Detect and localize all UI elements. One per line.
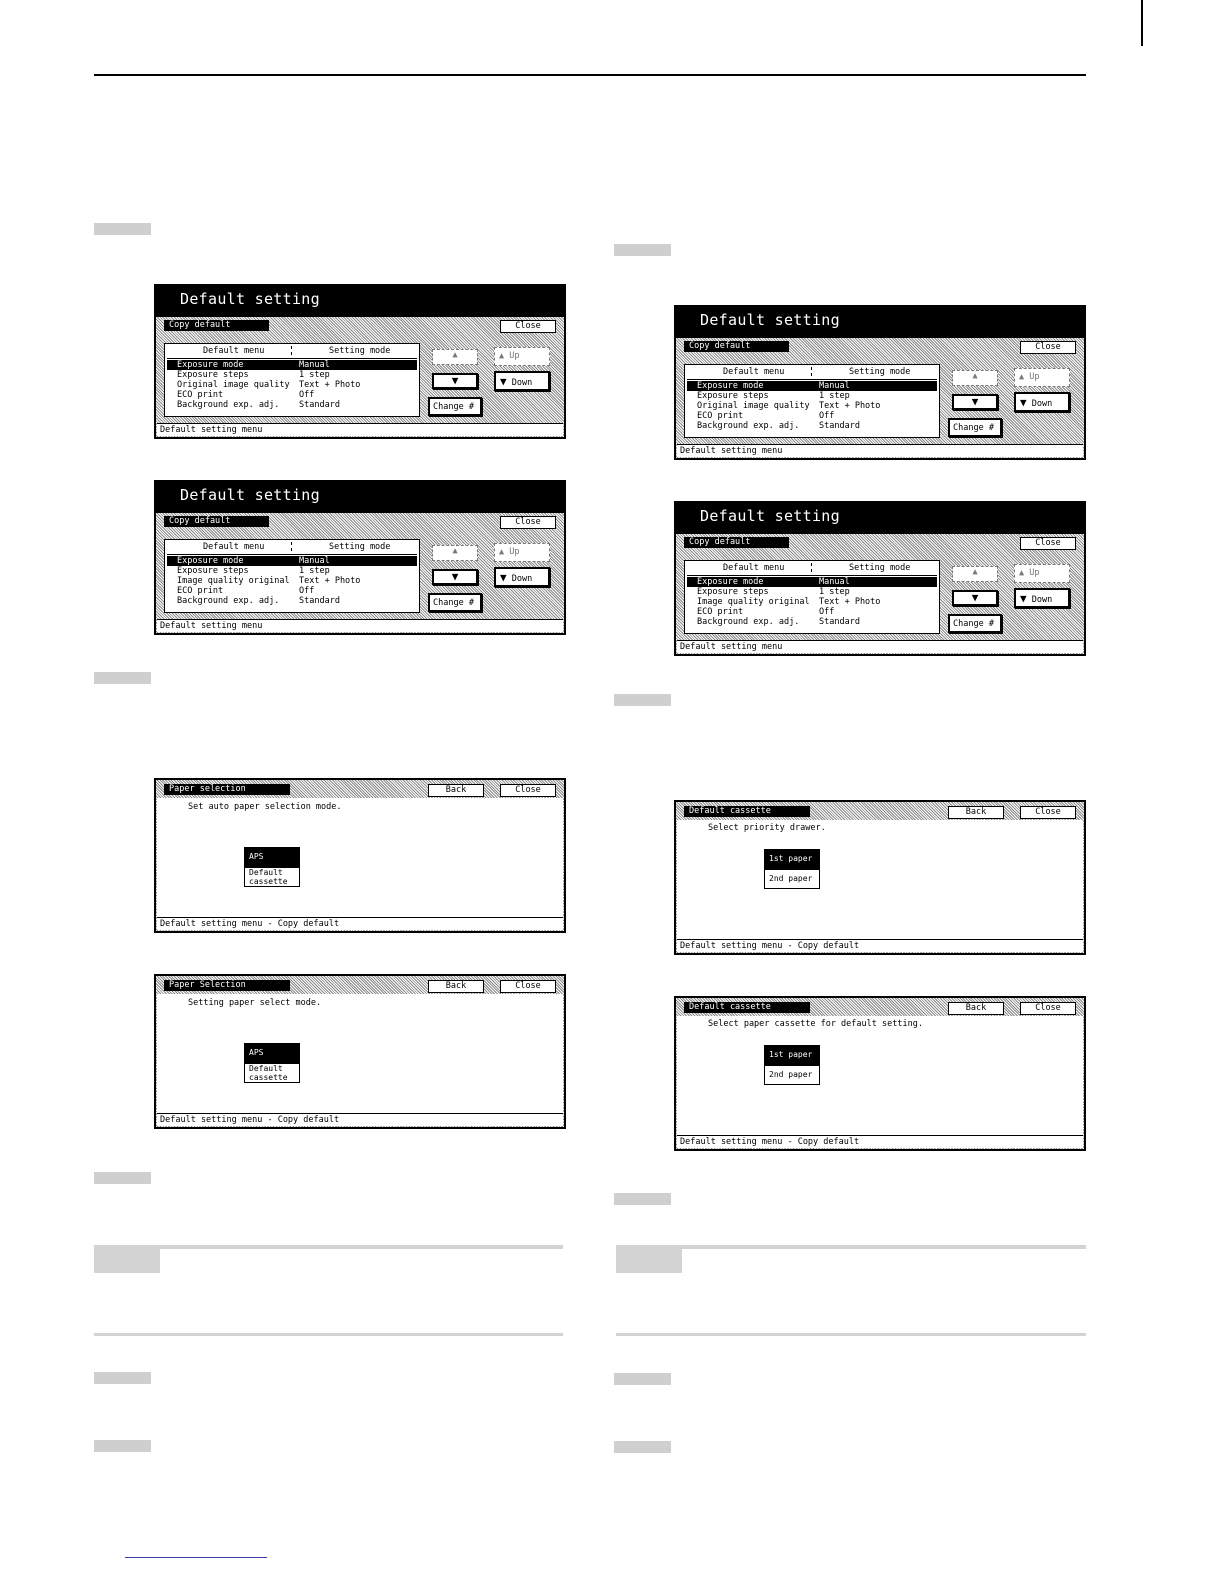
- screen-frame: [674, 336, 1086, 460]
- step-marker: [614, 244, 671, 256]
- table-row[interactable]: ECO print Off: [177, 586, 315, 596]
- table-row[interactable]: ECO print Off: [697, 411, 835, 421]
- default-cassette-option[interactable]: Default cassette: [244, 1063, 300, 1083]
- instruction-text: Select priority drawer.: [708, 823, 826, 833]
- change-button[interactable]: Change #: [428, 397, 482, 416]
- step-marker: [614, 694, 671, 706]
- close-button[interactable]: Close: [500, 320, 556, 333]
- scroll-up-button[interactable]: [432, 349, 478, 365]
- column-header-mode: Setting mode: [849, 367, 911, 377]
- default-setting-screen: [674, 501, 1086, 656]
- status-bar: Default setting menu: [157, 619, 563, 632]
- screen-title: Default setting: [154, 480, 566, 511]
- column-header-mode: Setting mode: [329, 346, 391, 356]
- screen-title: Default setting: [674, 501, 1086, 532]
- status-bar: Default setting menu - Copy default: [677, 1135, 1083, 1148]
- screen-body: [157, 798, 563, 917]
- note-bottom-bar: [616, 1333, 1086, 1336]
- up-button[interactable]: ▲ Up: [1014, 368, 1070, 387]
- close-button[interactable]: Close: [1020, 806, 1076, 819]
- back-button[interactable]: Back: [428, 980, 484, 993]
- change-button[interactable]: Change #: [428, 593, 482, 612]
- scroll-up-button[interactable]: [952, 566, 998, 582]
- scroll-up-button[interactable]: [952, 370, 998, 386]
- tab-copy-default[interactable]: Copy default: [684, 341, 789, 352]
- table-row[interactable]: Image quality original Text + Photo: [177, 576, 361, 586]
- tab-paper-selection[interactable]: Paper selection: [164, 784, 290, 795]
- header-rule: [167, 554, 417, 555]
- table-row[interactable]: Original image quality Text + Photo: [177, 380, 361, 390]
- screen-frame: [154, 315, 566, 439]
- column-header-menu: Default menu: [203, 346, 265, 356]
- instruction-text: Select paper cassette for default setting.: [708, 1019, 923, 1029]
- first-paper-option[interactable]: 1st paper: [764, 849, 820, 869]
- tab-copy-default[interactable]: Copy default: [684, 537, 789, 548]
- table-row[interactable]: Exposure mode Manual: [687, 577, 937, 587]
- back-button[interactable]: Back: [948, 1002, 1004, 1015]
- down-button[interactable]: ▼ Down: [1014, 392, 1070, 412]
- status-bar: Default setting menu: [677, 444, 1083, 457]
- scroll-down-button[interactable]: [432, 569, 478, 585]
- column-divider: [811, 367, 813, 376]
- scroll-down-button[interactable]: [952, 590, 998, 606]
- header-rule: [687, 379, 937, 380]
- header-rule: [167, 358, 417, 359]
- status-bar: Default setting menu - Copy default: [157, 917, 563, 930]
- up-arrow-icon: ▲: [972, 567, 978, 577]
- close-button[interactable]: Close: [500, 784, 556, 797]
- step-marker: [94, 223, 151, 235]
- top-rule: [94, 74, 1086, 76]
- close-button[interactable]: Close: [500, 516, 556, 529]
- screen-body: [157, 994, 563, 1113]
- change-button[interactable]: Change #: [948, 418, 1002, 437]
- note-tab: [616, 1249, 682, 1273]
- default-cassette-screen: [674, 800, 1086, 955]
- change-button[interactable]: Change #: [948, 614, 1002, 633]
- note-top-bar: [616, 1245, 1086, 1249]
- down-arrow-icon: ▼: [1020, 592, 1027, 605]
- table-row[interactable]: Exposure steps 1 step: [697, 391, 850, 401]
- footer-link-underline: [125, 1557, 267, 1558]
- back-button[interactable]: Back: [948, 806, 1004, 819]
- close-button[interactable]: Close: [500, 980, 556, 993]
- settings-table: [684, 560, 940, 634]
- column-header-menu: Default menu: [723, 367, 785, 377]
- status-bar: Default setting menu - Copy default: [157, 1113, 563, 1126]
- down-arrow-icon: ▼: [451, 374, 459, 387]
- screen-title: Default setting: [154, 284, 566, 315]
- down-arrow-icon: ▼: [500, 375, 507, 388]
- scroll-up-button[interactable]: [432, 545, 478, 561]
- step-marker: [614, 1193, 671, 1205]
- table-row[interactable]: Exposure mode Manual: [687, 381, 937, 391]
- down-arrow-icon: ▼: [500, 571, 507, 584]
- scroll-down-button[interactable]: [952, 394, 998, 410]
- note-bottom-bar: [94, 1333, 563, 1336]
- instruction-text: Setting paper select mode.: [188, 998, 322, 1008]
- up-arrow-icon: ▲: [1019, 372, 1025, 382]
- tab-default-cassette[interactable]: Default cassette: [684, 1002, 810, 1013]
- status-bar: Default setting menu - Copy default: [677, 939, 1083, 952]
- down-arrow-icon: ▼: [451, 570, 459, 583]
- step-marker: [94, 1172, 151, 1184]
- column-divider: [291, 346, 293, 355]
- default-setting-screen: [674, 305, 1086, 460]
- instruction-text: Set auto paper selection mode.: [188, 802, 342, 812]
- paper-selection-screen: [154, 974, 566, 1129]
- step-marker: [614, 1373, 671, 1385]
- scroll-down-button[interactable]: [432, 373, 478, 389]
- table-row[interactable]: Exposure steps 1 step: [177, 566, 330, 576]
- step-marker: [94, 1440, 151, 1452]
- first-paper-option[interactable]: 1st paper: [764, 1045, 820, 1065]
- screen-body: [677, 820, 1083, 939]
- tab-copy-default[interactable]: Copy default: [164, 320, 269, 331]
- column-header-mode: Setting mode: [849, 563, 911, 573]
- second-paper-option[interactable]: 2nd paper: [764, 869, 820, 889]
- tab-default-cassette[interactable]: Default cassette: [684, 806, 810, 817]
- down-button[interactable]: ▼ Down: [494, 371, 550, 391]
- status-bar: Default setting menu: [677, 640, 1083, 653]
- page-edge-rule: [1141, 0, 1143, 46]
- screen-body: [677, 1016, 1083, 1135]
- table-row[interactable]: ECO print Off: [697, 607, 835, 617]
- table-row[interactable]: ECO print Off: [177, 390, 315, 400]
- table-row[interactable]: Background exp. adj. Standard: [177, 400, 340, 410]
- close-button[interactable]: Close: [1020, 537, 1076, 550]
- step-marker: [94, 1372, 151, 1384]
- table-row[interactable]: Exposure steps 1 step: [177, 370, 330, 380]
- status-bar: Default setting menu: [157, 423, 563, 436]
- up-arrow-icon: ▲: [499, 351, 505, 361]
- second-paper-option[interactable]: 2nd paper: [764, 1065, 820, 1085]
- table-row[interactable]: Original image quality Text + Photo: [697, 401, 881, 411]
- column-header-mode: Setting mode: [329, 542, 391, 552]
- settings-table: [164, 343, 420, 417]
- table-row[interactable]: Exposure mode Manual: [167, 556, 417, 566]
- table-row[interactable]: Exposure steps 1 step: [697, 587, 850, 597]
- close-button[interactable]: Close: [1020, 341, 1076, 354]
- default-setting-screen: [154, 480, 566, 635]
- down-arrow-icon: ▼: [971, 591, 979, 604]
- up-button[interactable]: ▲ Up: [1014, 564, 1070, 583]
- screen-title: Default setting: [674, 305, 1086, 336]
- column-header-menu: Default menu: [723, 563, 785, 573]
- down-button[interactable]: ▼ Down: [494, 567, 550, 587]
- up-arrow-icon: ▲: [452, 546, 458, 556]
- down-arrow-icon: ▼: [1020, 396, 1027, 409]
- table-row[interactable]: Exposure mode Manual: [167, 360, 417, 370]
- tab-paper-selection[interactable]: Paper Selection: [164, 980, 290, 991]
- up-arrow-icon: ▲: [452, 350, 458, 360]
- up-button[interactable]: ▲ Up: [494, 543, 550, 562]
- tab-copy-default[interactable]: Copy default: [164, 516, 269, 527]
- table-row[interactable]: Background exp. adj. Standard: [177, 596, 340, 606]
- default-cassette-screen: [674, 996, 1086, 1151]
- note-top-bar: [94, 1245, 563, 1249]
- aps-option[interactable]: APS: [244, 1043, 300, 1063]
- paper-selection-screen: [154, 778, 566, 933]
- up-arrow-icon: ▲: [499, 547, 505, 557]
- screen-frame: [154, 511, 566, 635]
- up-arrow-icon: ▲: [972, 371, 978, 381]
- close-button[interactable]: Close: [1020, 1002, 1076, 1015]
- header-rule: [687, 575, 937, 576]
- table-row[interactable]: Background exp. adj. Standard: [697, 617, 860, 627]
- down-arrow-icon: ▼: [971, 395, 979, 408]
- step-marker: [614, 1441, 671, 1453]
- down-button[interactable]: ▼ Down: [1014, 588, 1070, 608]
- note-tab: [94, 1249, 160, 1273]
- back-button[interactable]: Back: [428, 784, 484, 797]
- default-setting-screen: [154, 284, 566, 439]
- table-row[interactable]: Background exp. adj. Standard: [697, 421, 860, 431]
- column-divider: [291, 542, 293, 551]
- up-arrow-icon: ▲: [1019, 568, 1025, 578]
- up-button[interactable]: ▲ Up: [494, 347, 550, 366]
- settings-table: [684, 364, 940, 438]
- screen-frame: [674, 532, 1086, 656]
- column-divider: [811, 563, 813, 572]
- aps-option[interactable]: APS: [244, 847, 300, 867]
- table-row[interactable]: Image quality original Text + Photo: [697, 597, 881, 607]
- settings-table: [164, 539, 420, 613]
- column-header-menu: Default menu: [203, 542, 265, 552]
- default-cassette-option[interactable]: Default cassette: [244, 867, 300, 887]
- step-marker: [94, 672, 151, 684]
